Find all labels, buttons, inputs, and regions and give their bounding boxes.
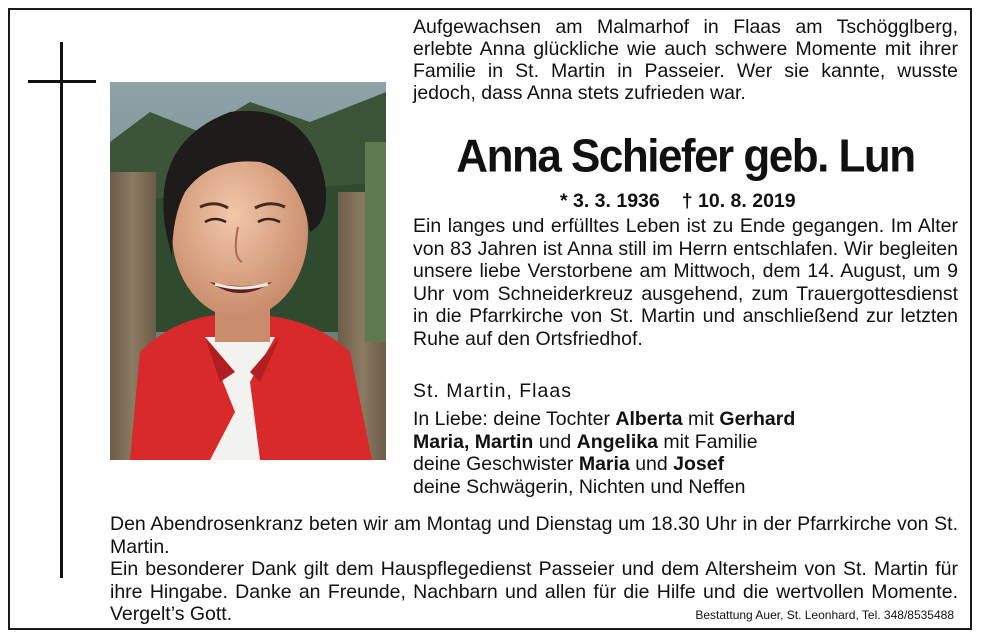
funeral-announcement: Ein langes und erfülltes Leben ist zu Ende gegangen. Im Alter von 83 Jahren ist Anna still im Herrn entschlafen. Wir begleiten unsere liebe Verstorbene am Mittwoch, dem 14. August, um 9 Uhr vom Schneiderkreuz ausgehend, zum Trauergottesdienst in die Pfarrkirche von St. Martin und anschließend zur letzten Ruhe auf den Ortsfriedhof. [413, 215, 958, 350]
family-name: Maria, Martin [413, 430, 534, 453]
thanks-note: Ein besonderer Dank gilt dem Hauspflegedienst Passeier und dem Altersheim von St. Martin für ihre Hingabe. Danke an Freunde, Nachbarn und allen für die Hilfe und die wertvollen Momente. Vergelt’s Gott. [110, 558, 958, 625]
family-line-4: deine Schwägerin, Nichten und Neffen [413, 475, 746, 498]
cross-icon-vertical [60, 42, 63, 578]
intro-paragraph: Aufgewachsen am Malmarhof in Flaas am Tschögglberg, erlebte Anna glückliche wie auch schwere Momente mit ihrer Familie in St. Martin in Passeier. Wer sie kannte, wusste jedoch, dass Anna stets zufrieden war. [413, 16, 958, 104]
family-text: mit Familie [657, 430, 758, 453]
family-name: Gerhard [719, 408, 796, 430]
family-text: deine Geschwister [413, 453, 579, 475]
family-line-1 [413, 408, 958, 431]
undertaker-credit: Bestattung Auer, St. Leonhard, Tel. 348/8535488 [695, 608, 954, 622]
family-name: Maria [578, 453, 630, 475]
life-dates [560, 190, 818, 212]
family-line-3 [413, 453, 958, 476]
birth-date: * 3. 3. 1936 [560, 190, 660, 212]
family-name: Alberta [615, 408, 683, 430]
family-line-2 [413, 431, 958, 454]
family-text: und [629, 453, 674, 475]
place-line: St. Martin, Flaas [413, 380, 572, 402]
rosary-note: Den Abendrosenkranz beten wir am Montag und Dienstag um 18.30 Uhr in der Pfarrkirche von St. Martin. [110, 513, 958, 558]
deceased-name: Anna Schiefer geb. Lun [456, 130, 915, 183]
portrait-photo [110, 82, 386, 460]
family-text: mit [682, 408, 720, 430]
family-list [413, 408, 958, 498]
family-name: Angelika [576, 430, 658, 453]
family-text: In Liebe: deine Tochter [413, 408, 616, 430]
family-name: Josef [673, 453, 725, 475]
death-date: † 10. 8. 2019 [681, 190, 796, 212]
family-text: und [533, 430, 577, 453]
cross-icon-horizontal [28, 80, 96, 83]
